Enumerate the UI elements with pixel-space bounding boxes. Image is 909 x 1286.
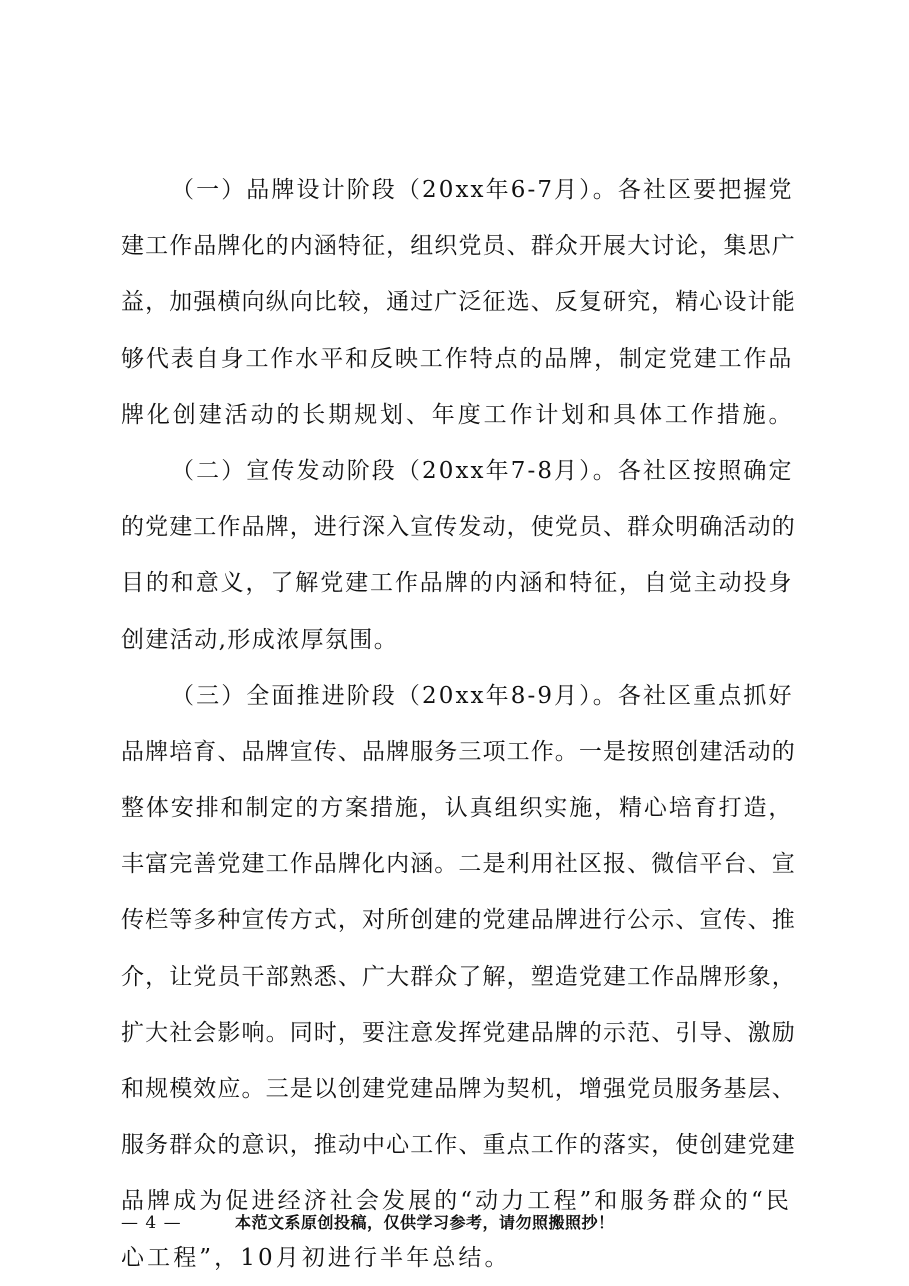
paragraph-2-line-1: （二）宣传发动阶段（20xx年7-8月）。各社区按照确定 — [171, 457, 794, 484]
page-footer — [121, 1208, 801, 1238]
paragraph-3-line-7: 扩大社会影响。同时，要注意发挥党建品牌的示范、引导、激励 — [121, 1019, 796, 1046]
paragraph-2-line-2: 的党建工作品牌，进行深入宣传发动，使党员、群众明确活动的 — [121, 514, 796, 541]
paragraph-3-line-3: 整体安排和制定的方案措施，认真组织实施，精心培育打造， — [121, 795, 794, 822]
paragraph-3-line-4: 丰富完善党建工作品牌化内涵。二是利用社区报、微信平台、宣 — [121, 851, 796, 878]
body-text — [121, 162, 797, 1286]
paragraph-3-line-9: 服务群众的意识，推动中心工作、重点工作的落实，使创建党建 — [121, 1132, 796, 1159]
page-number: — 4 — — [121, 1213, 182, 1233]
paragraph-3-line-11: 心工程”，10月初进行半年总结。 — [121, 1244, 511, 1271]
copyright-notice: 本范文系原创投稿，仅供学习参考，请勿照搬照抄！ — [235, 1213, 615, 1232]
paragraph-3-line-1: （三）全面推进阶段（20xx年8-9月）。各社区重点抓好 — [171, 682, 794, 709]
paragraph-1-line-1: （一）品牌设计阶段（20xx年6-7月）。各社区要把握党 — [171, 177, 794, 203]
paragraph-3-line-5: 传栏等多种宣传方式，对所创建的党建品牌进行公示、宣传、推 — [121, 907, 796, 934]
paragraph-3-line-6: 介，让党员干部熟悉、广大群众了解，塑造党建工作品牌形象， — [121, 963, 796, 990]
paragraph-1-line-3: 益，加强横向纵向比较，通过广泛征选、反复研究，精心设计能 — [121, 289, 796, 316]
paragraph-2-line-4: 创建活动,形成浓厚氛围。 — [121, 626, 399, 653]
paragraph-3-line-8: 和规模效应。三是以创建党建品牌为契机，增强党员服务基层、 — [121, 1076, 796, 1102]
paragraph-1-line-4: 够代表自身工作水平和反映工作特点的品牌，制定党建工作品 — [121, 345, 794, 372]
paragraph-3-line-10: 品牌成为促进经济社会发展的“动力工程”和服务群众的“民 — [121, 1188, 792, 1215]
paragraph-1-line-5: 牌化创建活动的长期规划、年度工作计划和具体工作措施。 — [121, 401, 795, 428]
paragraph-3-line-2: 品牌培育、品牌宣传、品牌服务三项工作。一是按照创建活动的 — [121, 738, 796, 765]
paragraph-1-line-2: 建工作品牌化的内涵特征，组织党员、群众开展大讨论，集思广 — [121, 233, 796, 260]
paragraph-2-line-3: 目的和意义，了解党建工作品牌的内涵和特征，自觉主动投身 — [121, 570, 794, 597]
